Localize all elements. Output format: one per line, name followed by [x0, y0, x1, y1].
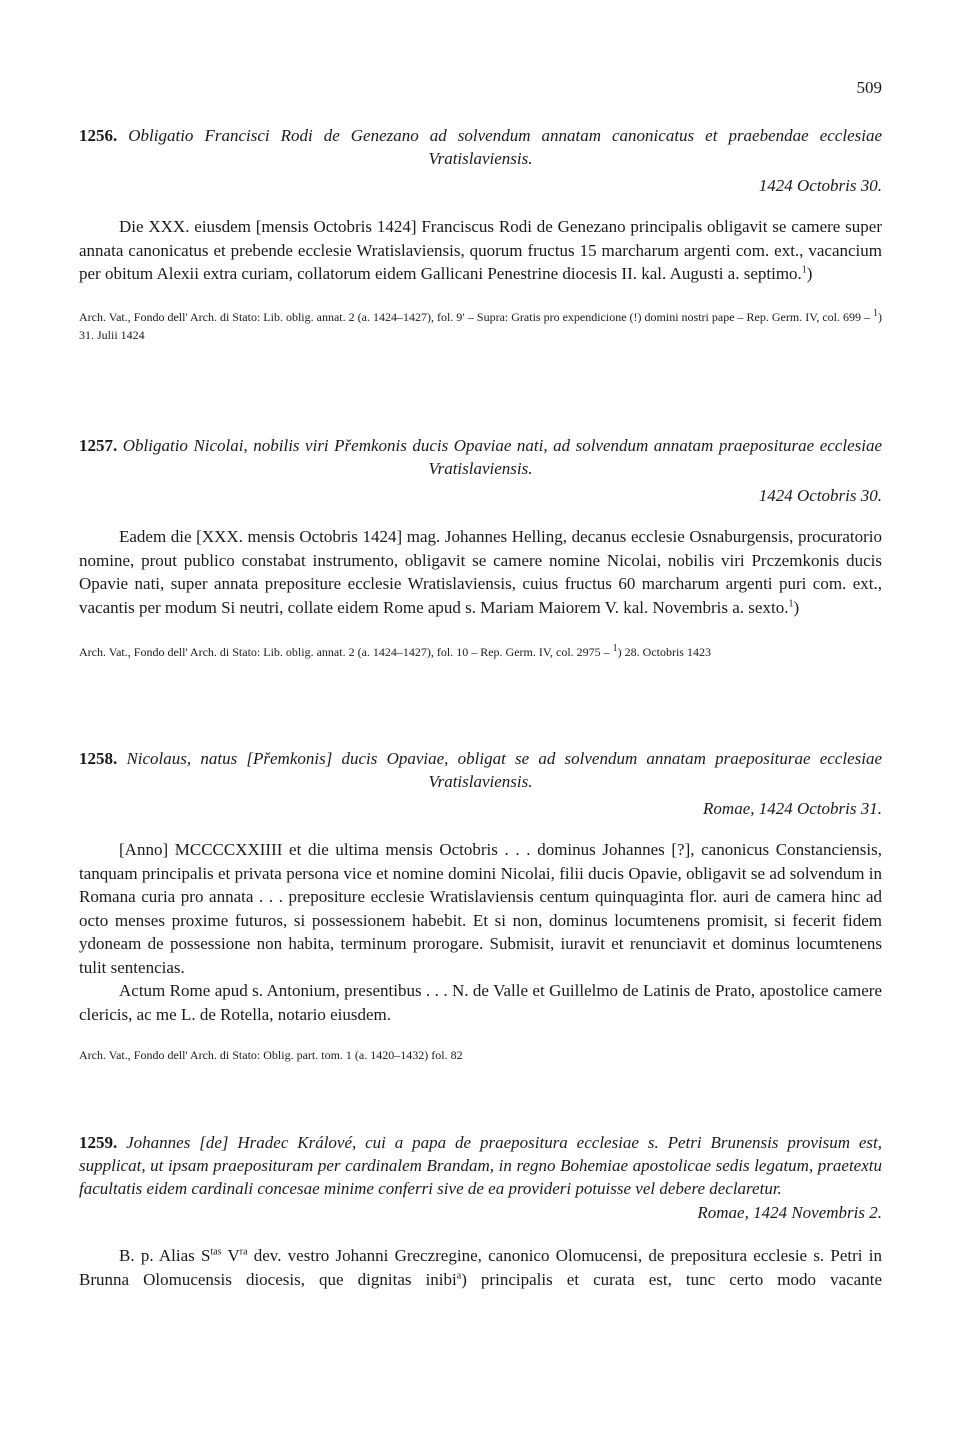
entry-1259 — [79, 1131, 882, 1291]
entry-heading — [79, 747, 882, 793]
source-note: Arch. Vat., Fondo dell' Arch. di Stato: Lib. oblig. annat. 2 (a. 1424–1427), fol. 10 – Rep. Germ. IV, col. 2975 – $^1$) 28. Octobris 1423 — [79, 643, 711, 659]
entry-title: Obligatio Francisci Rodi de Genezano ad solvendum annatam canonicatus et praebendae ecclesiae Vratislaviensis. — [128, 126, 882, 168]
entry-date: Romae, 1424 Novembris 2. — [697, 1203, 882, 1222]
footnote-mark: 1 — [788, 597, 794, 609]
entry-paragraph: [Anno] MCCCCXXIIII et die ultima mensis Octobris . . . dominus Johannes [?], canonicus Constanciensis, tanquam principalis et privata persona vice et nomine domini Nicolai, filii ducis Opavie, obligavit se ad solvendum in Romana curia pro annata . . . prepositure ecclesie Wratislaviensis centum quinquaginta flor. auri de camera hinc ad octo menses proxime futuros, si possessionem habebit. Et si non, dominus locumtenens promisit, si fecerit fidem ydoneam de possessione non habita, terminum prorogare. Submisit, iuravit et renunciavit et dominus locumtenens tulit sentencias. — [79, 840, 882, 977]
entry-paragraph: Die XXX. eiusdem [mensis Octobris 1424] Franciscus Rodi de Genezano principalis obligavit se camere super annata canonicatus et prebende ecclesie Wratislaviensis, quorum fructus 15 marcharum argenti com. ext., vacancium per obitum Alexii extra curiam, collatorum eidem Gallicani Penestrine diocesis II. kal. Augusti a. septimo.$^1$) — [79, 217, 882, 283]
footnote-mark: 1 — [801, 264, 807, 276]
entry-number: 1259. — [79, 1133, 118, 1152]
entry-title: Johannes [de] Hradec Králové, cui a papa de praepositura ecclesiae s. Petri Brunensis provisum est, supplicat, ut ipsam praeposituram per cardinalem Brandam, in regno Bohemiae apostolicae sedis legatum, praetextu facultatis eidem cardinali concesae minime conferri sive de ea provideri potuisse vel debere declaretur. — [79, 1133, 882, 1198]
entry-paragraph: Actum Rome apud s. Antonium, presentibus . . . N. de Valle et Guillelmo de Latinis de Prato, apostolice camere clericis, ac me L. de Rotella, notario eiusdem. — [79, 981, 882, 1024]
entry-paragraph: Eadem die [XXX. mensis Octobris 1424] mag. Johannes Helling, decanus ecclesie Osnaburgensis, procuratorio nomine, prout publico constabat instrumento, obligavit se camere nomine Nicolai, nobilis viri Prczemkonis ducis Opavie nati, super annata prepositure ecclesie Wratislaviensis, cuius fructus 60 marcharum argenti puri com. ext., vacantis per modum Si neutri, collate eidem Rome apud s. Mariam Maiorem V. kal. Novembris a. sexto.$^1$) — [79, 527, 882, 617]
entry-date: 1424 Octobris 30. — [758, 486, 882, 505]
footnote-mark: a — [456, 1269, 462, 1281]
footnote-mark: 1 — [873, 307, 879, 319]
entry-date: Romae, 1424 Octobris 31. — [703, 799, 882, 818]
entry-number: 1256. — [79, 126, 118, 145]
entry-paragraph: B. p. Alias $S^{tas}$ $V^{ra}$ dev. vestro Johanni Greczregine, canonico Olomucensi, de prepositura ecclesie s. Petri in Brunna Olomucensis diocesis, que dignitas inibi$^a$) principalis et curata est, tunc certo modo vacante — [79, 1246, 882, 1289]
entry-number: 1258. — [79, 749, 118, 768]
entry-1257 — [79, 434, 882, 661]
entry-number: 1257. — [79, 436, 118, 455]
page-number: 509 — [856, 78, 882, 97]
entry-title: Nicolaus, natus [Přemkonis] ducis Opaviae, obligat se ad solvendum annatam praepositurae ecclesiae Vratislaviensis. — [126, 749, 882, 791]
entry-heading — [79, 434, 882, 480]
entry-1256 — [79, 124, 882, 344]
entry-heading — [79, 1131, 882, 1200]
entry-date: 1424 Octobris 30. — [758, 176, 882, 195]
source-note: Arch. Vat., Fondo dell' Arch. di Stato: Lib. oblig. annat. 2 (a. 1424–1427), fol. 9′ – Supra: Gratis pro expendicione (!) domini nostri pape – Rep. Germ. IV, col. 699 – $^1$) 31. Julii 1424 — [79, 307, 883, 342]
entry-title: Obligatio Nicolai, nobilis viri Přemkonis ducis Opaviae nati, ad solvendum annatam praepositurae ecclesiae Vratislaviensis. — [122, 436, 883, 478]
source-note: Arch. Vat., Fondo dell' Arch. di Stato: Oblig. part. tom. 1 (a. 1420–1432) fol. 82 — [79, 1048, 463, 1062]
entry-1258 — [79, 747, 882, 1064]
footnote-mark: 1 — [612, 643, 618, 654]
entry-heading — [79, 124, 882, 170]
